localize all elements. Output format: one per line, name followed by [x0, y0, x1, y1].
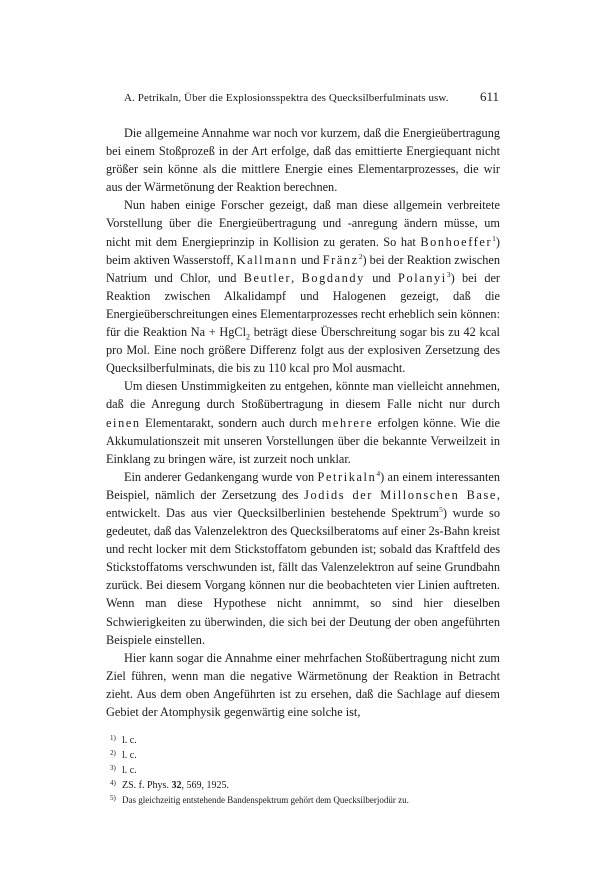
text-run: Um diesen Unstimmigkeiten zu entgehen, könnte man vielleicht annehmen, daß die Anregung durch Stoßübertragung in diesem Falle nicht nur durch: [106, 379, 500, 412]
text-run: ) bei der Reaktion zwischen Alkalidampf und Halogenen gezeigt, daß die Energieüberschreitungen eines Elementarprozesses recht erheblich sein können: für die Reaktion Na + HgCl: [106, 270, 501, 340]
text-run: , entwickelt. Das aus vier Quecksilberlinien bestehende Spektrum: [106, 487, 500, 520]
page-number: 611: [480, 89, 500, 104]
footnote-marker: 1): [110, 734, 116, 742]
paragraph-2: [106, 196, 500, 377]
text-run: Elementarakt, sondern auch durch: [145, 415, 318, 430]
footnote-text: , 569, 1925.: [181, 780, 229, 791]
text-run: erfolgen könne. Wie die Akkumulationszeit mit unseren Vorstellungen über die bekannte Verweilzeit in Einklang zu bringen wäre, ist zurzeit noch unklar.: [106, 415, 500, 466]
emphasis: mehrere: [321, 415, 374, 430]
footnote-text: l. c.: [122, 765, 137, 776]
footnote-marker: 2): [110, 749, 116, 757]
text-run: ,: [291, 270, 295, 285]
text-run: beträgt diese Überschreitung sogar bis zu 42 kcal pro Mol. Eine noch größere Differenz folgt aus der explosiven Zersetzung des Quecksilberfulminats, die bis zu 110 kcal pro Mol ausmacht.: [106, 325, 500, 376]
emphasis: Jodids der Millonschen Base: [304, 487, 497, 502]
author-name: Petrikaln: [317, 469, 377, 484]
footnote-5: [110, 792, 510, 807]
footnote-ref[interactable]: 4: [376, 468, 381, 478]
footnote-4: [110, 777, 510, 792]
text-run: ) bei der Reaktion zwischen Natrium und Chlor, und: [106, 252, 501, 285]
footnote-text: ZS. f. Phys.: [122, 780, 169, 791]
text-run: und: [372, 270, 391, 285]
footnote-ref[interactable]: 5: [439, 504, 443, 514]
subscript: 2: [246, 332, 251, 342]
footnote-volume: 32: [171, 780, 182, 791]
footnote-2: [110, 747, 510, 762]
author-name: Beutler: [243, 270, 292, 285]
text-run: ) an einem interessanten Beispiel, nämlich der Zersetzung des: [106, 469, 500, 502]
text-run: ) beim aktiven Wasserstoff,: [106, 234, 500, 267]
running-head: [124, 92, 504, 104]
footnotes: [110, 732, 510, 807]
author-name: Kallmann: [236, 252, 298, 267]
paragraph-3: [106, 377, 500, 467]
paragraph-1: Die allgemeine Annahme war noch vor kurzem, daß die Energieübertragung bei einem Stoßprozeß in der Art erfolge, daß das emittierte Energiequant nicht größer sein könne als die mittlere Energie eines Elementarprozesses, die wir aus der Wärmetönung der Reaktion berechnen.: [106, 126, 500, 195]
footnote-3: [110, 762, 510, 777]
footnote-marker: 5): [110, 794, 116, 802]
text-run: Ein anderer Gedankengang wurde von: [124, 469, 315, 484]
footnote-marker: 3): [110, 764, 116, 772]
footnote-ref[interactable]: 3: [446, 269, 451, 279]
running-title: A. Petrikaln, Über die Explosionsspektra des Quecksilberfulminats usw.: [124, 92, 449, 104]
paragraph-4: [106, 468, 500, 649]
footnote-marker: 4): [110, 779, 116, 787]
author-name: Bogdandy: [301, 270, 365, 285]
author-name: Fränz: [322, 252, 359, 267]
author-name: Bonhoeffer: [420, 234, 493, 249]
body-text: [106, 124, 500, 721]
footnote-text: l. c.: [122, 750, 137, 761]
footnote-ref[interactable]: 2: [358, 251, 363, 261]
author-name: Polanyi: [398, 270, 447, 285]
text-run: Nun haben einige Forscher gezeigt, daß man diese allgemein verbreitete Vorstellung über die Energieübertragung und -anregung ändern müsse, um nicht mit dem Energieprinzip in Kollision zu geraten. So hat: [106, 198, 500, 249]
paragraph-5: Hier kann sogar die Annahme einer mehrfachen Stoßübertragung nicht zum Ziel führen, wenn man die negative Wärmetönung der Reaktion in Betracht zieht. Aus dem oben Angeführten ist zu ersehen, daß die Sachlage auf diesem Gebiet der Atomphysik gegenwärtig eine solche ist,: [106, 650, 500, 719]
footnote-text: Das gleichzeitig entstehende Bandenspektrum gehört dem Quecksilberjodür zu.: [122, 795, 409, 805]
emphasis: einen: [106, 415, 141, 430]
footnote-1: [110, 732, 510, 747]
footnote-ref[interactable]: 1: [492, 233, 496, 243]
footnote-text: l. c.: [122, 735, 137, 746]
text-run: und: [301, 252, 320, 267]
text-run: ) wurde so gedeutet, daß das Valenzelektron des Quecksilberatoms auf einer 2s-Bahn kreist und recht locker mit dem Stickstoffatom gebunden ist; sobald das Kraftfeld des Stickstoffatoms verschwunden ist, fällt das Valenzelektron auf seine Grundbahn zurück. Bei diesem Vorgang können nur die beobachteten vier Linien auftreten. Wenn man diese Hypothese nicht annimmt, so sind hier dieselben Schwierigkeiten zu überwinden, die sich bei der Deutung der oben angeführten Beispiele einstellen.: [106, 505, 500, 647]
